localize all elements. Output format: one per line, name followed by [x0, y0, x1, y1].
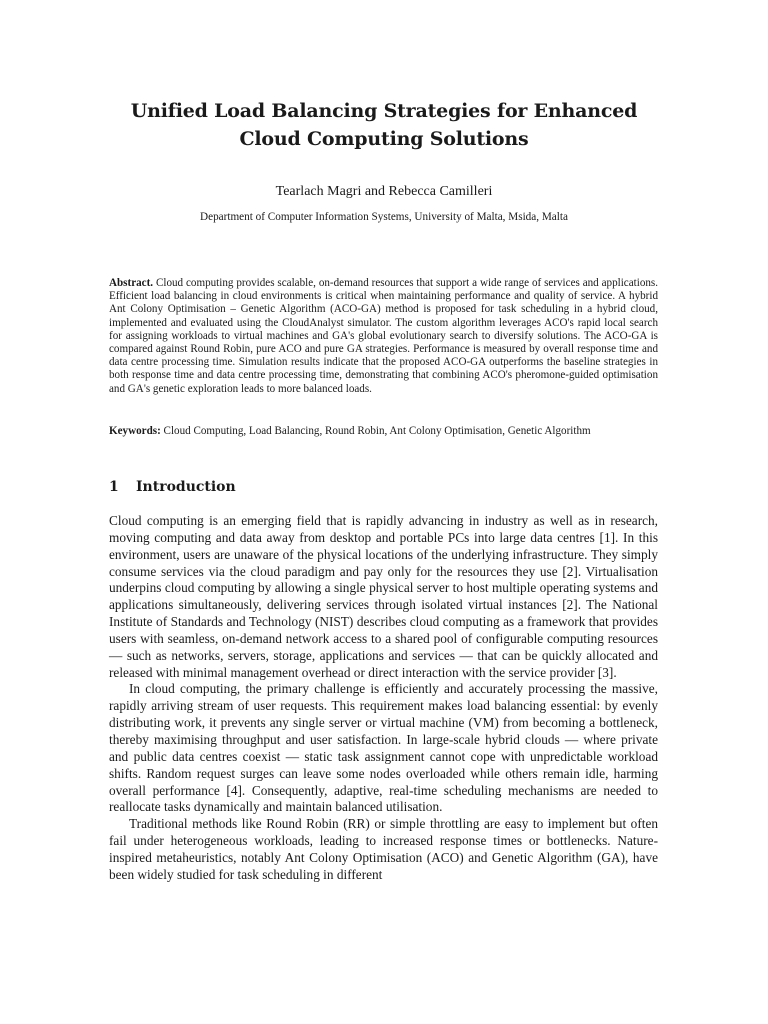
abstract-label: Abstract. — [109, 277, 154, 289]
keywords-label: Keywords: — [109, 425, 161, 437]
body-paragraph: Cloud computing is an emerging field that is rapidly advancing in industry as well as in research, moving computing and data away from desktop and portable PCs into large data centres [1]. In this environment, users are unaware of the physical locations of the underlying infrastructure. They simply consume services via the cloud paradigm and pay only for the resources they use [2]. Virtualisation underpins cloud computing by allowing a single physical server to host multiple operating systems and applications simultaneously, delivering services through isolated virtual instances [2]. The National Institute of Standards and Technology (NIST) describes cloud computing as a framework that provides users with seamless, on-demand network access to a shared pool of configurable computing resources — such as networks, servers, storage, applications and services — that can be quickly allocated and released with minimal management overhead or direct interaction with the service provider [3]. — [109, 513, 658, 680]
paper-title-line-1: Unified Load Balancing Strategies for Enhanced — [130, 100, 638, 122]
section-heading-introduction — [109, 477, 658, 497]
abstract — [109, 277, 658, 396]
abstract-text: Cloud computing provides scalable, on-demand resources that support a wide range of services and applications. Efficient load balancing in cloud environments is critical when maintaining performance and quality of service. A hybrid Ant Colony Optimisation – Genetic Algorithm (ACO-GA) method is proposed for task scheduling in a hybrid cloud, implemented and evaluated using the CloudAnalyst simulator. The custom algorithm leverages ACO's rapid local search for assigning workloads to virtual machines and GA's global evolutionary search to diversify solutions. The ACO-GA is compared against Round Robin, pure ACO and pure GA strategies. Performance is measured by overall response time and data centre processing time. Simulation results indicate that the proposed ACO-GA outperforms the baseline strategies in both response time and data centre processing time, demonstrating that combining ACO's pheromone-guided optimisation and GA's genetic exploration leads to more balanced loads. — [109, 277, 658, 395]
section-number: 1 — [109, 479, 119, 495]
body-paragraph: In cloud computing, the primary challenge is efficiently and accurately processing the massive, rapidly arriving stream of user requests. This requirement makes load balancing essential: by evenly distributing work, it prevents any single server or virtual machine (VM) from becoming a bottleneck, thereby maximising throughput and user satisfaction. In large-scale hybrid clouds — where private and public data centres coexist — static task assignment cannot cope with unpredictable workload shifts. Random request surges can leave some nodes overloaded while others remain idle, harming overall performance [4]. Consequently, adaptive, real-time scheduling mechanisms are needed to reallocate tasks dynamically and maintain balanced utilisation. — [109, 681, 658, 815]
body-paragraph: Traditional methods like Round Robin (RR) or simple throttling are easy to implement but often fail under heterogeneous workloads, leading to increased response times or bottlenecks. Nature-inspired metaheuristics, notably Ant Colony Optimisation (ACO) and Genetic Algorithm (GA), have been widely studied for task scheduling in different — [109, 816, 658, 882]
affiliation: Department of Computer Information Systems, University of Malta, Msida, Malta — [200, 211, 568, 223]
section-title: Introduction — [136, 479, 236, 495]
paper-title-line-2: Cloud Computing Solutions — [239, 128, 529, 150]
paper-title — [100, 97, 668, 153]
author-list: Tearlach Magri and Rebecca Camilleri — [275, 184, 493, 199]
introduction-body — [109, 513, 658, 884]
keywords — [109, 425, 658, 438]
keywords-text: Cloud Computing, Load Balancing, Round Robin, Ant Colony Optimisation, Genetic Algorithm — [163, 425, 591, 437]
